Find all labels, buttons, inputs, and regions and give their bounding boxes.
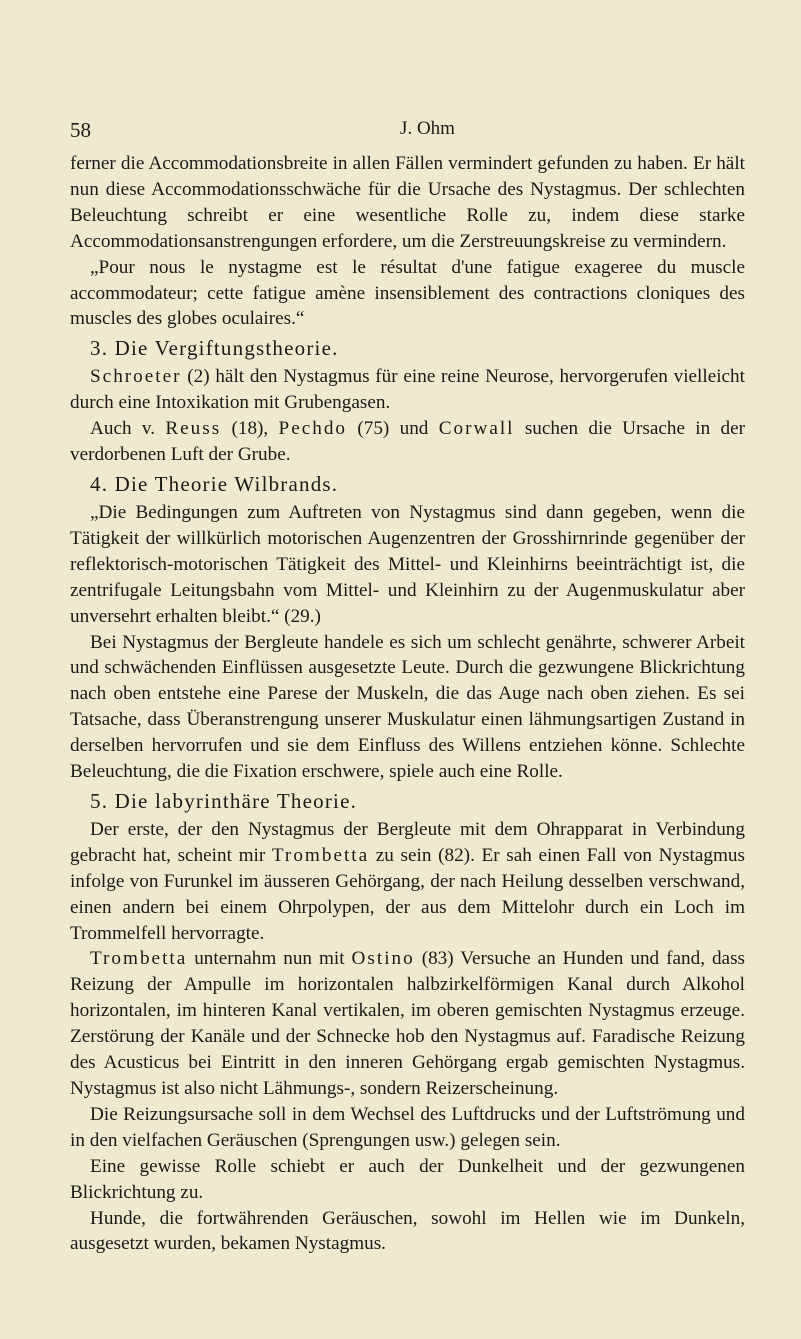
paragraph-trombetta (70, 817, 745, 947)
author-name: Trombetta (90, 948, 188, 970)
author-name: Corwall (438, 418, 515, 440)
running-head-author: J. Ohm (400, 118, 455, 139)
paragraph-hunde: Hunde, die fortwährenden Geräuschen, sowohl im Hellen wie im Dunkeln, ausgesetzt wurden, bekamen Nystagmus. (70, 1207, 745, 1255)
paragraph-accommodation: ferner die Accommodationsbreite in allen Fällen vermindert gefunden zu haben. Er hält nun diese Accommodationsschwäche für die Ursache des Nystagmus. Der schlechten Beleuchtung schreibt er eine wesentliche Rolle zu, indem diese starke Accommodationsanstrengungen erfordere, um die Zerstreuungskreise zu vermindern. (70, 153, 745, 252)
paragraph-text: unternahm nun mit (187, 948, 352, 970)
paragraph-text: (18), (221, 418, 279, 440)
section-heading-vergiftungstheorie: 3. Die Vergiftungstheorie. (90, 336, 339, 361)
author-name: Trombetta (271, 844, 370, 866)
paragraph-reuss (70, 416, 745, 468)
section-heading-wilbrand: 4. Die Theorie Wilbrands. (90, 471, 339, 496)
paragraph-text: Auch v. (90, 418, 166, 440)
author-name: Pechdo (278, 418, 348, 440)
paragraph-bergleute: Bei Nystagmus der Bergleute handele es sich um schlecht genährte, schwerer Arbeit und schwächenden Einflüssen ausgesetzte Leute. Durch die gezwungene Blickrichtung nach oben entstehe eine Parese der Muskeln, die das Auge nach oben ziehen. Es sei Tatsache, dass Überanstrengung unserer Muskulatur einen lähmungsartigen Zustand in derselben hervorrufen und sie dem Einfluss des Willens entziehen könne. Schlechte Beleuchtung, die die Fixation erschwere, spiele auch eine Rolle. (70, 631, 745, 783)
paragraph-text: (75) und (347, 418, 439, 440)
paragraph-reizungsursache: Die Reizungsursache soll in dem Wechsel des Luftdrucks und der Luftströmung und in den vielfachen Geräuschen (Sprengungen usw.) gelegen sein. (70, 1103, 745, 1151)
paragraph-dunkelheit: Eine gewisse Rolle schiebt er auch der Dunkelheit und der gezwungenen Blickrichtung zu. (70, 1155, 745, 1203)
paragraph-text: Der erste, der den Nystagmus der Bergleute mit dem Ohrapparat in Verbindung gebracht hat, scheint mir (70, 818, 745, 866)
paragraph-schroeter (70, 364, 745, 416)
paragraph-text: (83) Versuche an Hunden und fand, dass Reizung der Ampulle im horizontalen halbzirkelförmigen Kanal durch Alkohol horizontalen, im hinteren Kanal vertikalen, im oberen gemischten Nystagmus erzeuge. Zerstörung der Kanäle und der Schnecke hob den Nystagmus auf. Faradische Reizung des Acusticus bei Eintritt in den inneren Gehörgang ergab gemischten Nystagmus. Nystagmus ist also nicht Lähmungs-, sondern Reizerscheinung. (70, 948, 746, 1099)
section-heading-labyrinthaere: 5. Die labyrinthäre Theorie. (90, 788, 358, 813)
author-name: Reuss (165, 418, 222, 440)
author-name: Ostino (351, 948, 415, 970)
paragraph-text: suchen die Ursache in der verdorbenen Luft der Grube. (70, 418, 746, 466)
body-text (70, 151, 745, 1257)
paragraph-text: (2) hält den Nystagmus für eine reine Neurose, hervorgerufen vielleicht durch eine Intoxikation mit Grubengasen. (70, 366, 745, 414)
running-head (70, 118, 745, 142)
paragraph-french-quote: „Pour nous le nystagme est le résultat d'une fatigue exageree du muscle accommodateur; cette fatigue amène insensiblement des contractions cloniques des muscles des globes oculaires.“ (70, 256, 745, 330)
author-name: Schroeter (90, 366, 182, 388)
paragraph-trombetta-ostino (70, 946, 745, 1101)
paragraph-text: zu sein (82). Er sah einen Fall von Nystagmus infolge von Furunkel im äusseren Gehörgang, der nach Heilung desselben verschwand, einen andern bei einem Ohrpolypen, der aus dem Mittelohr durch ein Loch im Trommelfell hervorragte. (70, 844, 745, 944)
page-number: 58 (70, 118, 91, 142)
paragraph-wilbrand-quote: „Die Bedingungen zum Auftreten von Nystagmus sind dann gegeben, wenn die Tätigkeit der willkürlich motorischen Augenzentren der Grosshirnrinde gegenüber der reflektorisch-motorischen Tätigkeit des Mittel- und Kleinhirns beeinträchtigt ist, die zentrifugale Leitungsbahn vom Mittel- und Kleinhirn zu der Augenmuskulatur aber unversehrt erhalten bleibt.“ (29.) (70, 501, 745, 627)
